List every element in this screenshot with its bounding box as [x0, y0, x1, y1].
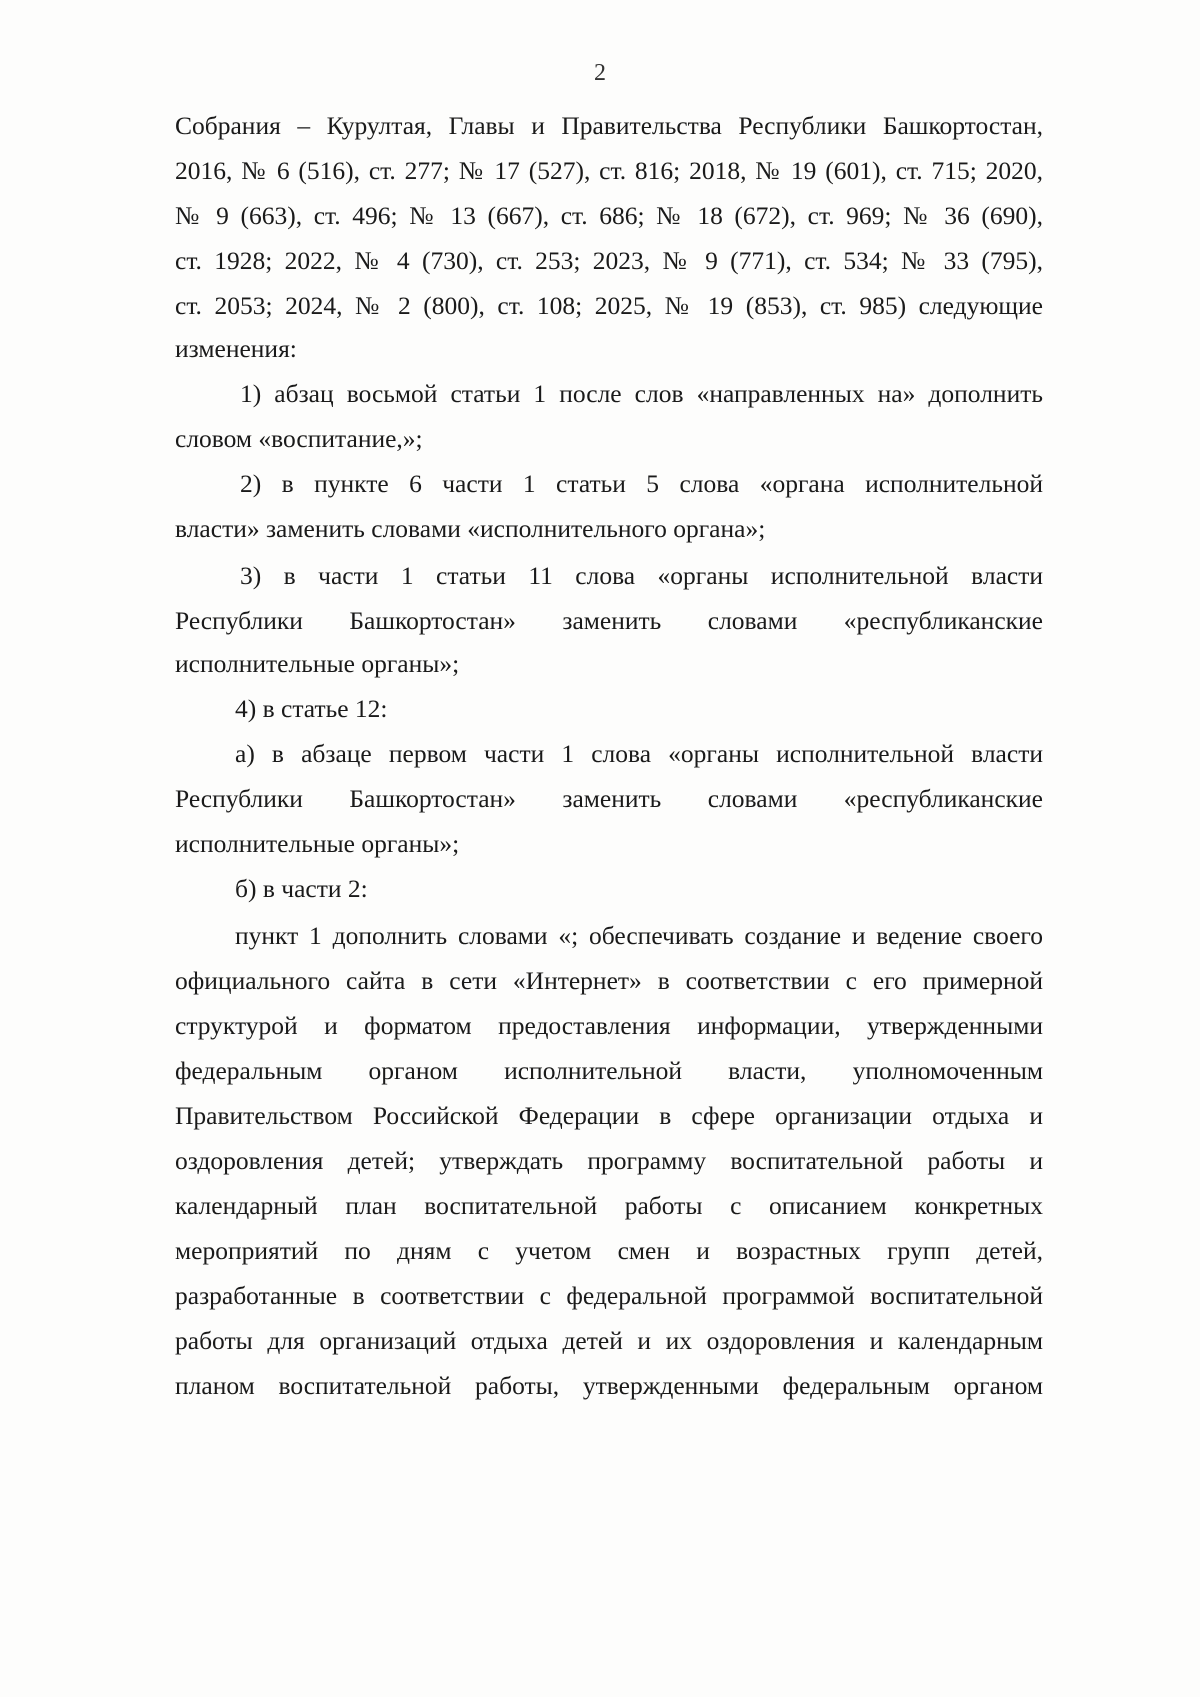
text-line: пункт 1 дополнить словами «; обеспечивать создание и ведение своего	[235, 921, 1043, 950]
text-line: б) в части 2:	[235, 874, 368, 903]
text-line: 1) абзац восьмой статьи 1 после слов «направленных на» дополнить	[240, 379, 1043, 408]
text-line: 4) в статье 12:	[235, 694, 388, 723]
text-line: планом воспитательной работы, утвержденными федеральным органом	[175, 1371, 1043, 1400]
text-line: № 9 (663), ст. 496; № 13 (667), ст. 686; № 18 (672), ст. 969; № 36 (690),	[175, 201, 1043, 230]
text-line: исполнительные органы»;	[175, 829, 460, 858]
text-line: исполнительные органы»;	[175, 649, 460, 678]
text-line: Республики Башкортостан» заменить словами «республиканские	[175, 606, 1043, 635]
text-line: словом «воспитание,»;	[175, 424, 423, 453]
text-line: ст. 2053; 2024, № 2 (800), ст. 108; 2025, № 19 (853), ст. 985) следующие	[175, 291, 1043, 320]
text-line: оздоровления детей; утверждать программу воспитательной работы и	[175, 1146, 1043, 1175]
text-line: календарный план воспитательной работы с описанием конкретных	[175, 1191, 1043, 1220]
text-line: федеральным органом исполнительной власти, уполномоченным	[175, 1056, 1043, 1085]
text-line: изменения:	[175, 334, 297, 363]
text-line: Собрания – Курултая, Главы и Правительства Республики Башкортостан,	[175, 111, 1043, 140]
text-line: структурой и форматом предоставления информации, утвержденными	[175, 1011, 1043, 1040]
page-number: 2	[594, 60, 606, 86]
text-line: власти» заменить словами «исполнительного органа»;	[175, 514, 766, 543]
text-line: 2016, № 6 (516), ст. 277; № 17 (527), ст. 816; 2018, № 19 (601), ст. 715; 2020,	[175, 156, 1043, 185]
text-line: мероприятий по дням с учетом смен и возрастных групп детей,	[175, 1236, 1043, 1265]
text-line: 2) в пункте 6 части 1 статьи 5 слова «органа исполнительной	[240, 469, 1043, 498]
text-line: 3) в части 1 статьи 11 слова «органы исполнительной власти	[240, 561, 1043, 590]
text-line: ст. 1928; 2022, № 4 (730), ст. 253; 2023, № 9 (771), ст. 534; № 33 (795),	[175, 246, 1043, 275]
text-line: разработанные в соответствии с федеральной программой воспитательной	[175, 1281, 1043, 1310]
text-line: официального сайта в сети «Интернет» в соответствии с его примерной	[175, 966, 1043, 995]
text-line: работы для организаций отдыха детей и их оздоровления и календарным	[175, 1326, 1043, 1355]
text-line: Правительством Российской Федерации в сфере организации отдыха и	[175, 1101, 1043, 1130]
text-line: а) в абзаце первом части 1 слова «органы исполнительной власти	[235, 739, 1043, 768]
text-line: Республики Башкортостан» заменить словами «республиканские	[175, 784, 1043, 813]
